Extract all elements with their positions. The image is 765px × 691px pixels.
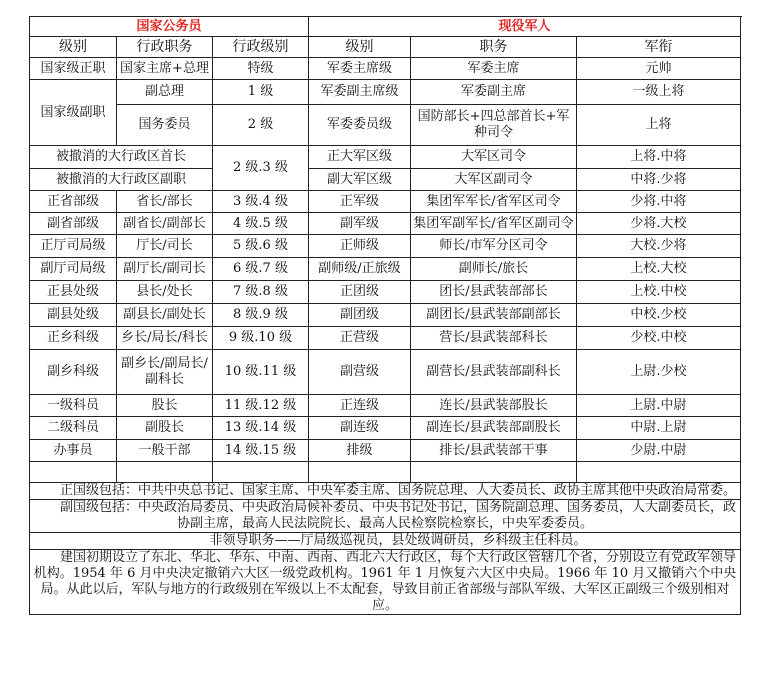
- header-military-post: 职务: [411, 37, 577, 58]
- note-non-leadership: 非领导职务——厅局级巡视员，县处级调研员，乡科级主任科员。: [30, 533, 741, 550]
- header-civil-grade: 行政级别: [213, 37, 309, 58]
- military-rank-cell: 上尉.中尉: [577, 395, 741, 417]
- military-rank-cell: 少校.中校: [577, 327, 741, 350]
- table-row: [30, 327, 741, 350]
- civil-post-cell: 一般干部: [117, 440, 213, 462]
- table-row: [30, 169, 741, 191]
- table-row: [30, 80, 741, 105]
- header-military-level: 级别: [309, 37, 411, 58]
- table-row: [30, 213, 741, 235]
- military-rank-cell: 大校.少将: [577, 235, 741, 258]
- military-post-cell: 师长/市军分区司令: [411, 235, 577, 258]
- civil-post-cell: 省长/部长: [117, 191, 213, 213]
- header-civil-level: 级别: [30, 37, 117, 58]
- table-row: [30, 58, 741, 80]
- note-fuguo: 副国级包括：中央政治局委员、中央政治局候补委员、中央书记处书记，国务院副总理、国务委员，人大副委员长，政协副主席，最高人民法院院长、最高人民检察院检察长，中央军委委员。: [30, 500, 741, 533]
- military-level-cell: 正团级: [309, 281, 411, 304]
- civil-level-cell: 正厅司局级: [30, 235, 117, 258]
- table-row: [30, 191, 741, 213]
- military-rank-cell: 上将.中将: [577, 146, 741, 169]
- civil-grade-cell: 2 级: [213, 105, 309, 146]
- table-row: [30, 105, 741, 146]
- civil-post-cell: 副股长: [117, 417, 213, 440]
- military-rank-cell: 上将: [577, 105, 741, 146]
- table-row: [30, 146, 741, 169]
- civil-grade-cell: 2 级.3 级: [213, 146, 309, 191]
- military-post-cell: 副营长/县武装部副科长: [411, 350, 577, 395]
- civil-level-cell: 正省部级: [30, 191, 117, 213]
- military-post-cell: 副师长/旅长: [411, 258, 577, 281]
- civil-grade-cell: 14 级.15 级: [213, 440, 309, 462]
- civil-level-cell: 副乡科级: [30, 350, 117, 395]
- civil-servant-title: 国家公务员: [30, 17, 309, 37]
- military-level-cell: 正军级: [309, 191, 411, 213]
- military-post-cell: 副连长/县武装部副股长: [411, 417, 577, 440]
- military-level-cell: 军委副主席级: [309, 80, 411, 105]
- military-level-cell: 副师级/正旅级: [309, 258, 411, 281]
- civil-grade-cell: 7 级.8 级: [213, 281, 309, 304]
- military-post-cell: 军委主席: [411, 58, 577, 80]
- military-rank-cell: 中尉.上尉: [577, 417, 741, 440]
- civil-level-cell: 副省部级: [30, 213, 117, 235]
- table-row: [30, 440, 741, 462]
- table-row: [30, 235, 741, 258]
- civil-grade-cell: 13 级.14 级: [213, 417, 309, 440]
- civil-grade-cell: 1 级: [213, 80, 309, 105]
- note-zhengguo: 正国级包括：中共中央总书记、国家主席、中央军委主席、国务院总理、人大委员长、政协主席其他中央政治局常委。: [30, 483, 741, 500]
- military-post-cell: 副团长/县武装部副部长: [411, 304, 577, 327]
- military-post-cell: 军委副主席: [411, 80, 577, 105]
- military-post-cell: 集团军军长/省军区司令: [411, 191, 577, 213]
- military-post-cell: 连长/县武装部股长: [411, 395, 577, 417]
- military-post-cell: 营长/县武装部科长: [411, 327, 577, 350]
- notes-row: [30, 533, 741, 550]
- civil-grade-cell: 3 级.4 级: [213, 191, 309, 213]
- military-post-cell: 团长/县武装部部长: [411, 281, 577, 304]
- rank-comparison-table: [29, 16, 741, 615]
- civil-grade-cell: 11 级.12 级: [213, 395, 309, 417]
- civil-level-cell: 副厅司局级: [30, 258, 117, 281]
- military-post-cell: 大军区副司令: [411, 169, 577, 191]
- section-title-row: [30, 17, 741, 37]
- military-level-cell: 副连级: [309, 417, 411, 440]
- notes-row: [30, 500, 741, 533]
- civil-level-cell: 国家级正职: [30, 58, 117, 80]
- table-row: [30, 350, 741, 395]
- empty-row: [30, 462, 741, 483]
- civil-grade-cell: 6 级.7 级: [213, 258, 309, 281]
- civil-level-cell: 副县处级: [30, 304, 117, 327]
- military-rank-cell: 元帅: [577, 58, 741, 80]
- military-rank-cell: 少将.大校: [577, 213, 741, 235]
- military-level-cell: 军委委员级: [309, 105, 411, 146]
- rank-comparison-document: [29, 16, 740, 615]
- military-post-cell: 排长/县武装部干事: [411, 440, 577, 462]
- civil-level-cell: 被撤消的大行政区副职: [30, 169, 213, 191]
- civil-post-cell: 乡长/局长/科长: [117, 327, 213, 350]
- table-row: [30, 304, 741, 327]
- civil-level-cell: 二级科员: [30, 417, 117, 440]
- military-rank-cell: 中将.少将: [577, 169, 741, 191]
- table-row: [30, 395, 741, 417]
- civil-level-cell: 国家级副职: [30, 80, 117, 146]
- civil-post-cell: 股长: [117, 395, 213, 417]
- civil-grade-cell: 特级: [213, 58, 309, 80]
- military-level-cell: 正连级: [309, 395, 411, 417]
- military-rank-cell: 少尉.中尉: [577, 440, 741, 462]
- header-row: [30, 37, 741, 58]
- table-row: [30, 258, 741, 281]
- military-level-cell: 副团级: [309, 304, 411, 327]
- table-row: [30, 417, 741, 440]
- civil-post-cell: 厅长/司长: [117, 235, 213, 258]
- civil-grade-cell: 9 级.10 级: [213, 327, 309, 350]
- header-civil-post: 行政职务: [117, 37, 213, 58]
- military-level-cell: 正营级: [309, 327, 411, 350]
- military-level-cell: 副大军区级: [309, 169, 411, 191]
- notes-row: [30, 483, 741, 500]
- civil-level-cell: 正乡科级: [30, 327, 117, 350]
- military-rank-cell: 中校.少校: [577, 304, 741, 327]
- civil-grade-cell: 10 级.11 级: [213, 350, 309, 395]
- civil-post-cell: 国务委员: [117, 105, 213, 146]
- civil-level-cell: 办事员: [30, 440, 117, 462]
- military-rank-cell: 一级上将: [577, 80, 741, 105]
- civil-post-cell: 副乡长/副局长/副科长: [117, 350, 213, 395]
- military-level-cell: 正师级: [309, 235, 411, 258]
- military-level-cell: 排级: [309, 440, 411, 462]
- civil-post-cell: 副省长/副部长: [117, 213, 213, 235]
- military-post-cell: 集团军副军长/省军区副司令: [411, 213, 577, 235]
- table-row: [30, 281, 741, 304]
- military-level-cell: 正大军区级: [309, 146, 411, 169]
- military-post-cell: 大军区司令: [411, 146, 577, 169]
- military-level-cell: 军委主席级: [309, 58, 411, 80]
- military-rank-cell: 上校.中校: [577, 281, 741, 304]
- military-rank-cell: 上校.大校: [577, 258, 741, 281]
- civil-post-cell: 副厅长/副司长: [117, 258, 213, 281]
- notes-row: [30, 550, 741, 615]
- civil-post-cell: 县长/处长: [117, 281, 213, 304]
- header-military-rank: 军衔: [577, 37, 741, 58]
- military-title: 现役军人: [309, 17, 741, 37]
- civil-level-cell: 正县处级: [30, 281, 117, 304]
- civil-post-cell: 副县长/副处长: [117, 304, 213, 327]
- military-rank-cell: 上尉.少校: [577, 350, 741, 395]
- civil-level-cell: 被撤消的大行政区首长: [30, 146, 213, 169]
- military-rank-cell: 少将.中将: [577, 191, 741, 213]
- civil-level-cell: 一级科员: [30, 395, 117, 417]
- military-level-cell: 副营级: [309, 350, 411, 395]
- civil-grade-cell: 5 级.6 级: [213, 235, 309, 258]
- note-history: 建国初期设立了东北、华北、华东、中南、西南、西北六大行政区，每个大行政区管辖几个省，分别设立有党政军领导机构。1954 年 6 月中央决定撤销六大区一级党政机构。1961 年 1 月恢复六大区中央局。1966 年 10 月又撤销六个中央局。从此以后，军队与地方的行政级别在军级以上不太配套，导致目前正省部级与部队军级、大军区正副级三个级别相对应。: [30, 550, 741, 615]
- military-level-cell: 副军级: [309, 213, 411, 235]
- military-post-cell: 国防部长+四总部首长+军种司令: [411, 105, 577, 146]
- civil-post-cell: 副总理: [117, 80, 213, 105]
- civil-grade-cell: 4 级.5 级: [213, 213, 309, 235]
- civil-post-cell: 国家主席+总理: [117, 58, 213, 80]
- civil-grade-cell: 8 级.9 级: [213, 304, 309, 327]
